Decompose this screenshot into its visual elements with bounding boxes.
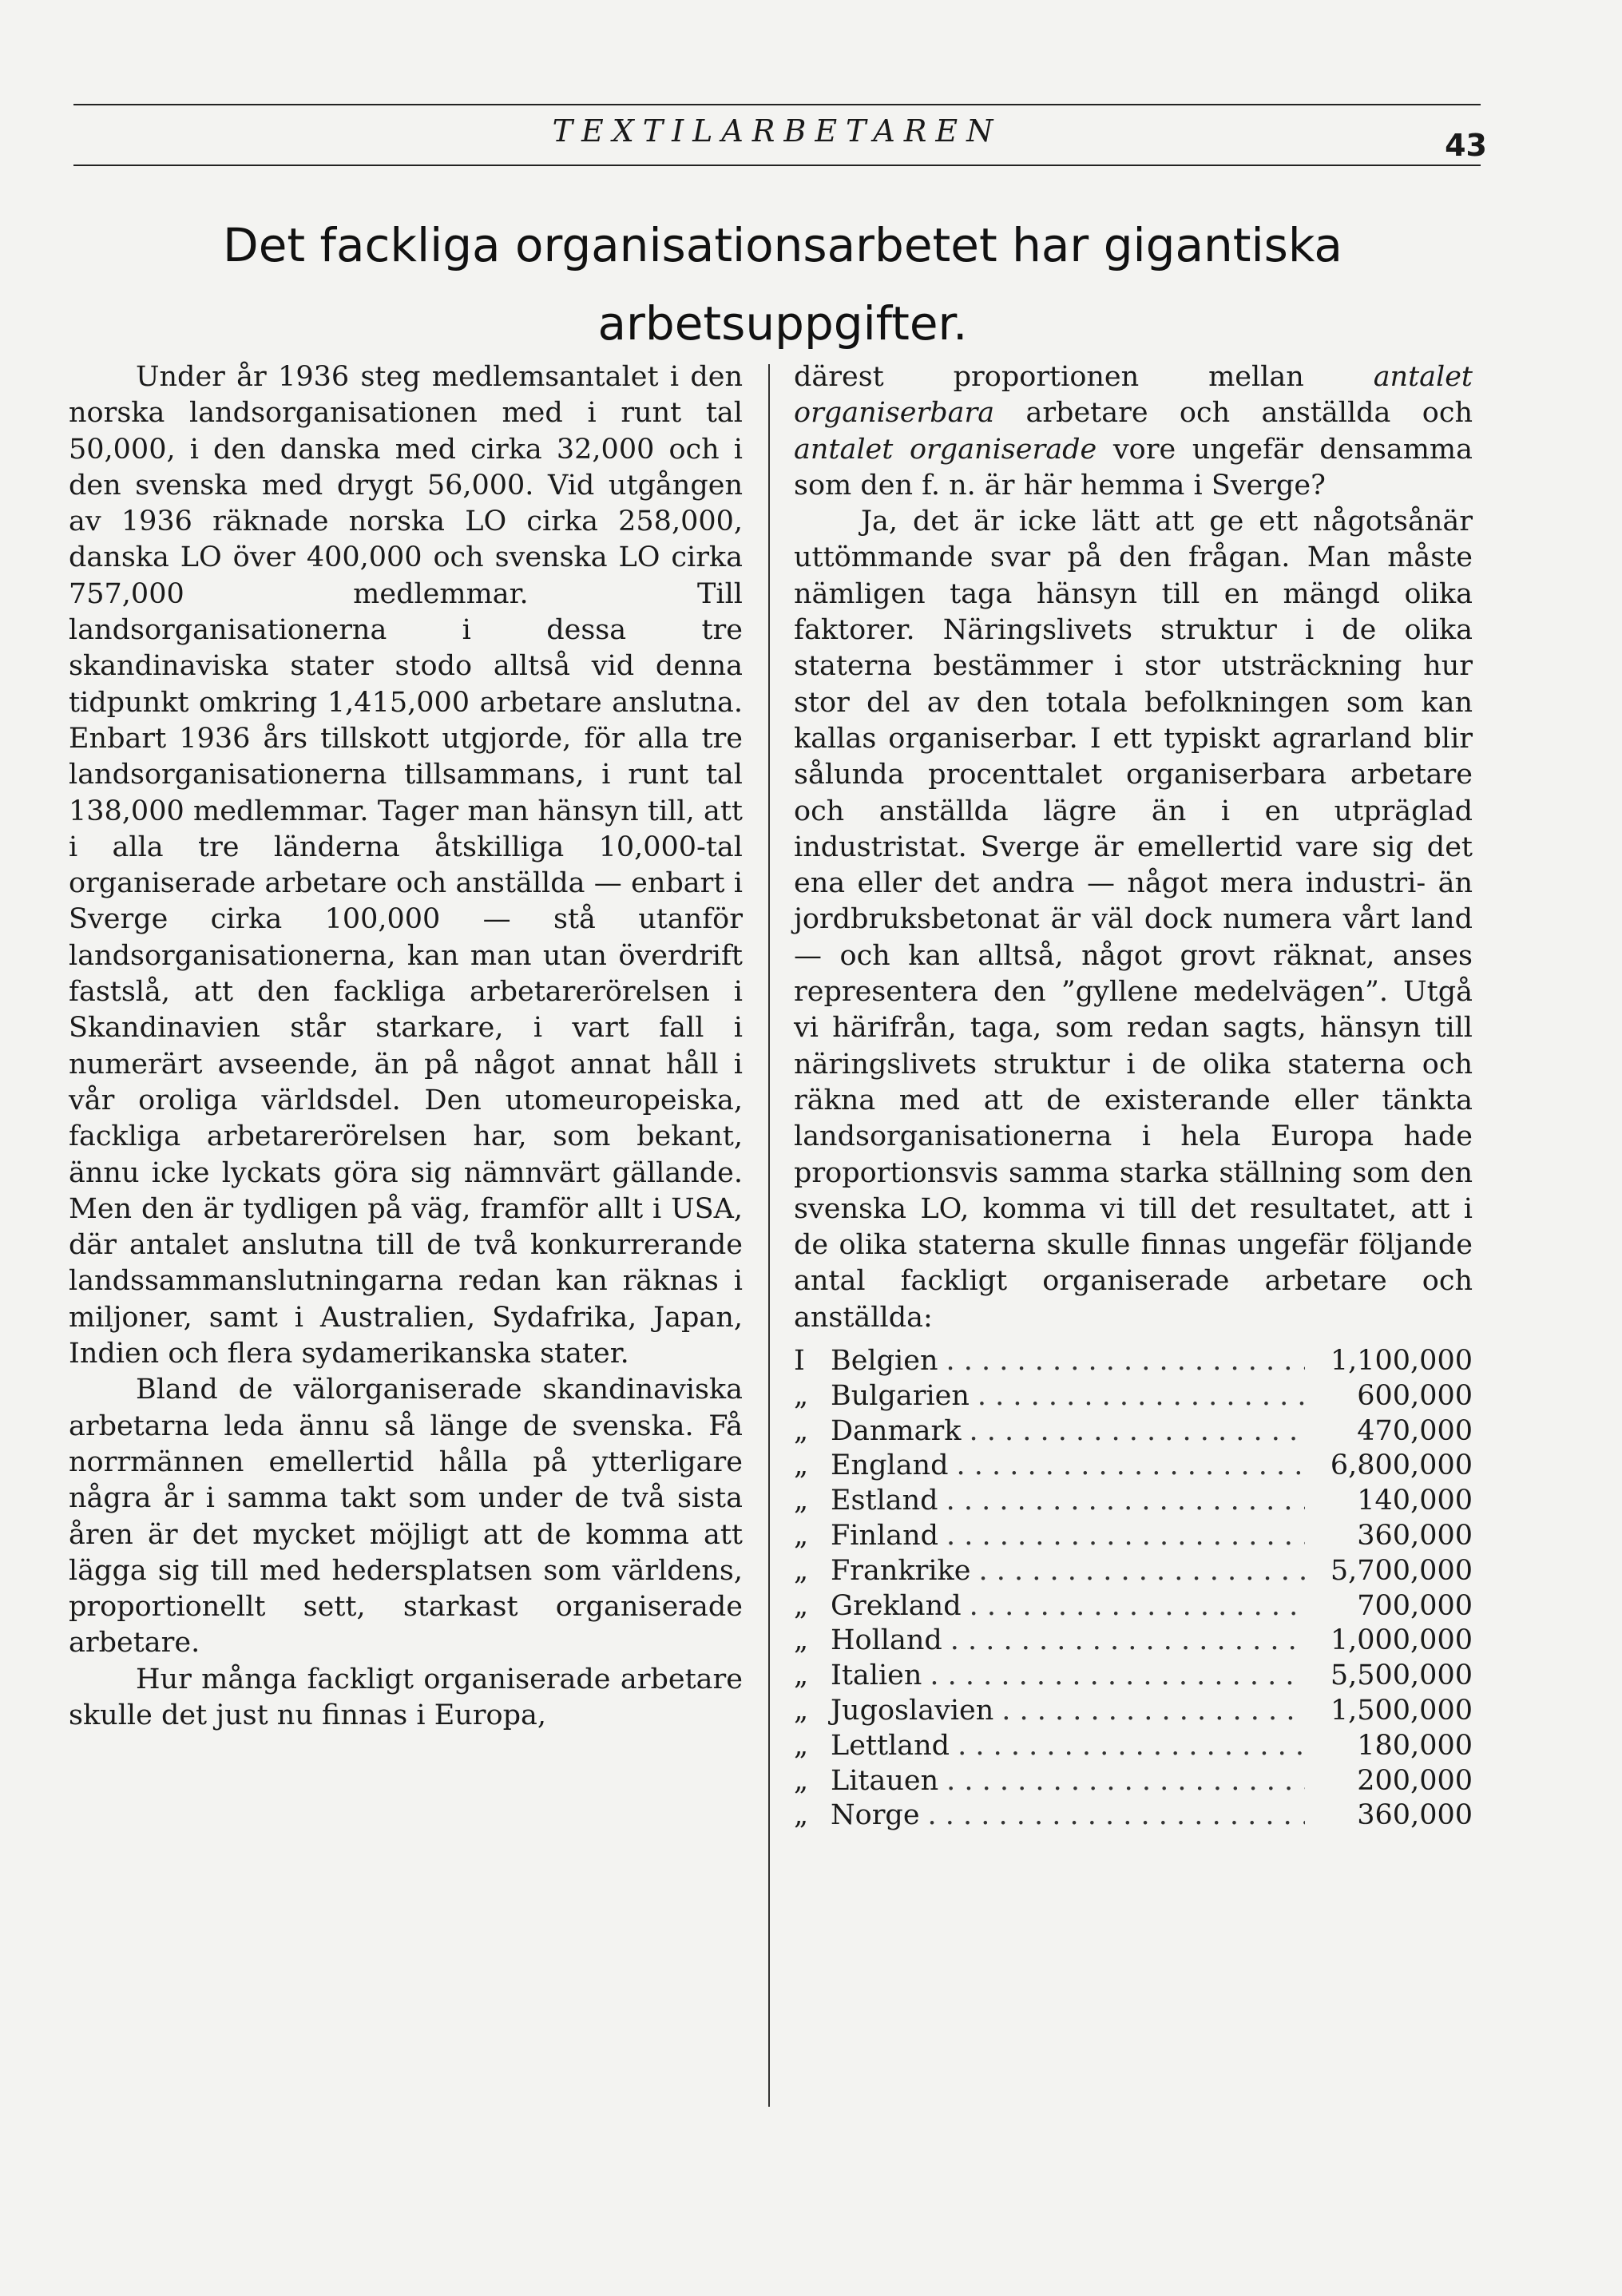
row-marker: „ <box>794 1624 809 1657</box>
paragraph: Hur många fackligt organiserade arbetare skulle det just nu finnas i Europa, <box>69 1663 743 1731</box>
header-rule-top <box>73 104 1481 105</box>
country-value: 5,500,000 <box>1330 1660 1473 1692</box>
country-name: Italien <box>831 1660 922 1692</box>
country-row <box>794 1729 1473 1764</box>
country-name: Grekland <box>831 1589 962 1622</box>
country-row <box>794 1798 1473 1834</box>
country-name: Lettland <box>831 1729 950 1762</box>
country-value: 1,500,000 <box>1330 1694 1473 1727</box>
dot-leader <box>946 1519 1305 1554</box>
country-row <box>794 1484 1473 1519</box>
country-list <box>794 1344 1473 1834</box>
country-name: Jugoslavien <box>831 1694 994 1727</box>
text-span: vore ungefär densamma som den f. n. är här hemma i Sverge? <box>794 433 1473 502</box>
page-number: 43 <box>1445 128 1487 163</box>
country-row <box>794 1414 1473 1449</box>
row-marker: „ <box>794 1589 809 1622</box>
text-span: därest proportionen mellan <box>794 361 1374 393</box>
country-value: 360,000 <box>1357 1799 1473 1832</box>
running-title: TEXTILARBETAREN <box>552 113 1002 149</box>
left-column <box>69 359 743 1734</box>
country-value: 700,000 <box>1357 1589 1473 1622</box>
country-name: England <box>831 1449 949 1482</box>
emphasis: antalet organiserbara <box>794 361 1473 430</box>
country-name: Danmark <box>831 1414 962 1447</box>
country-value: 1,000,000 <box>1330 1624 1473 1657</box>
country-value: 140,000 <box>1357 1485 1473 1517</box>
row-marker: „ <box>794 1414 809 1447</box>
country-name: Estland <box>831 1485 938 1517</box>
country-row <box>794 1659 1473 1694</box>
row-marker: „ <box>794 1554 809 1587</box>
country-row <box>794 1379 1473 1414</box>
dot-leader <box>969 1414 1305 1449</box>
country-value: 200,000 <box>1357 1764 1473 1797</box>
country-name: Frankrike <box>831 1554 971 1587</box>
country-name: Litauen <box>831 1764 939 1797</box>
country-value: 600,000 <box>1357 1379 1473 1412</box>
country-row <box>794 1449 1473 1484</box>
country-row <box>794 1519 1473 1554</box>
continued-paragraph <box>794 359 1473 504</box>
dot-leader <box>928 1798 1305 1834</box>
dot-leader <box>957 1449 1305 1484</box>
row-marker: „ <box>794 1694 809 1727</box>
paragraph: Bland de välorganiserade skandinaviska arbetarna leda ännu så länge de svenska. Få norrmännen emellertid hålla på ytterligare några år i samma takt som under de två sista åren är det mycket möjligt att de komma att lägga sig till med hedersplatsen som världens, proportionellt sett, starkast organiserade arbetare. <box>69 1374 743 1660</box>
dot-leader <box>950 1624 1305 1659</box>
country-row <box>794 1624 1473 1659</box>
country-row <box>794 1344 1473 1379</box>
text-span: arbetare och anställda och <box>994 397 1473 430</box>
country-name: Belgien <box>831 1345 938 1378</box>
dot-leader <box>970 1589 1305 1624</box>
country-row <box>794 1554 1473 1589</box>
row-marker: „ <box>794 1764 809 1797</box>
country-row <box>794 1694 1473 1729</box>
country-value: 360,000 <box>1357 1520 1473 1552</box>
dot-leader <box>930 1659 1305 1694</box>
row-marker: „ <box>794 1379 809 1412</box>
country-value: 1,100,000 <box>1330 1345 1473 1378</box>
row-marker: I <box>794 1345 805 1378</box>
article-headline: Det fackliga organisationsarbetet har gigantiska arbetsuppgifter. <box>223 218 1342 351</box>
country-value: 6,800,000 <box>1330 1449 1473 1482</box>
country-row <box>794 1589 1473 1624</box>
row-marker: „ <box>794 1449 809 1482</box>
country-name: Bulgarien <box>831 1379 970 1412</box>
dot-leader <box>978 1379 1305 1414</box>
dot-leader <box>958 1729 1305 1764</box>
emphasis: antalet organiserade <box>794 433 1097 466</box>
paragraph: Under år 1936 steg medlemsantalet i den norska landsorganisationen med i runt tal 50,000, i den danska med cirka 32,000 och i den svenska med drygt 56,000. Vid utgången av 1936 räknade norska LO cirka 258,000, danska LO över 400,000 och svenska LO cirka 757,000 medlemmar. Till landsorganisationerna i dessa tre skandinaviska stater stodo alltså vid denna tidpunkt omkring 1,415,000 arbetare anslutna. Enbart 1936 års tillskott utgjorde, för alla tre landsorganisationerna tillsammans, i runt tal 138,000 medlemmar. Tager man hänsyn till, att i alla tre länderna åtskilliga 10,000-tal organiserade arbetare och anställda — enbart i Sverge cirka 100,000 — stå utanför landsorganisationerna, kan man utan överdrift fastslå, att den fackliga arbetarerörelsen i Skandinavien står starkare, i vart fall i numerärt avseende, än på något annat håll i vår oroliga världsdel. Den utomeuropeiska, fackliga arbetarerörelsen har, som bekant, ännu icke lyckats göra sig nämnvärt gällande. Men den är tydligen på väg, framför allt i USA, där antalet anslutna till de två konkurrerande landssammanslutningarna redan kan räknas i miljoner, samt i Australien, Sydafrika, Japan, Indien och flera sydamerikanska stater. <box>69 361 743 1370</box>
country-value: 180,000 <box>1357 1729 1473 1762</box>
header-rule-bottom <box>73 165 1481 166</box>
country-name: Holland <box>831 1624 942 1657</box>
dot-leader <box>978 1554 1305 1589</box>
row-marker: „ <box>794 1660 809 1692</box>
row-marker: „ <box>794 1485 809 1517</box>
country-value: 470,000 <box>1357 1414 1473 1447</box>
row-marker: „ <box>794 1729 809 1762</box>
country-value: 5,700,000 <box>1330 1554 1473 1587</box>
dot-leader <box>946 1764 1305 1799</box>
country-name: Finland <box>831 1520 939 1552</box>
row-marker: „ <box>794 1799 809 1832</box>
country-row <box>794 1764 1473 1799</box>
column-divider <box>768 364 770 2107</box>
row-marker: „ <box>794 1520 809 1552</box>
paragraph: Ja, det är icke lätt att ge ett någotsånär uttömmande svar på den frågan. Man måste nämligen taga hänsyn till en mängd olika faktorer. Näringslivets struktur i de olika staterna bestämmer i stor utsträckning hur stor del av den totala befolkningen som kan kallas organiserbar. I ett typiskt agrarland blir sålunda procenttalet organiserbara arbetare och anställda lägre än i en utpräglad industristat. Sverge är emellertid vare sig det ena eller det andra — något mera industri- än jordbruksbetonat är väl dock numera vårt land — och kan alltså, något grovt räknat, anses representera den ”gyllene medelvägen”. Utgå vi härifrån, taga, som redan sagts, hänsyn till näringslivets struktur i de olika staterna och räkna med att de existerande eller tänkta landsorganisationerna i hela Europa hade proportionsvis samma starka ställning som den svenska LO, komma vi till det resultatet, att i de olika staterna skulle finnas ungefär följande antal fackligt organiserade arbetare och anställda: <box>794 506 1473 1334</box>
right-column <box>794 359 1473 1834</box>
dot-leader <box>946 1344 1305 1379</box>
dot-leader <box>946 1484 1305 1519</box>
dot-leader <box>1001 1694 1305 1729</box>
country-name: Norge <box>831 1799 920 1832</box>
